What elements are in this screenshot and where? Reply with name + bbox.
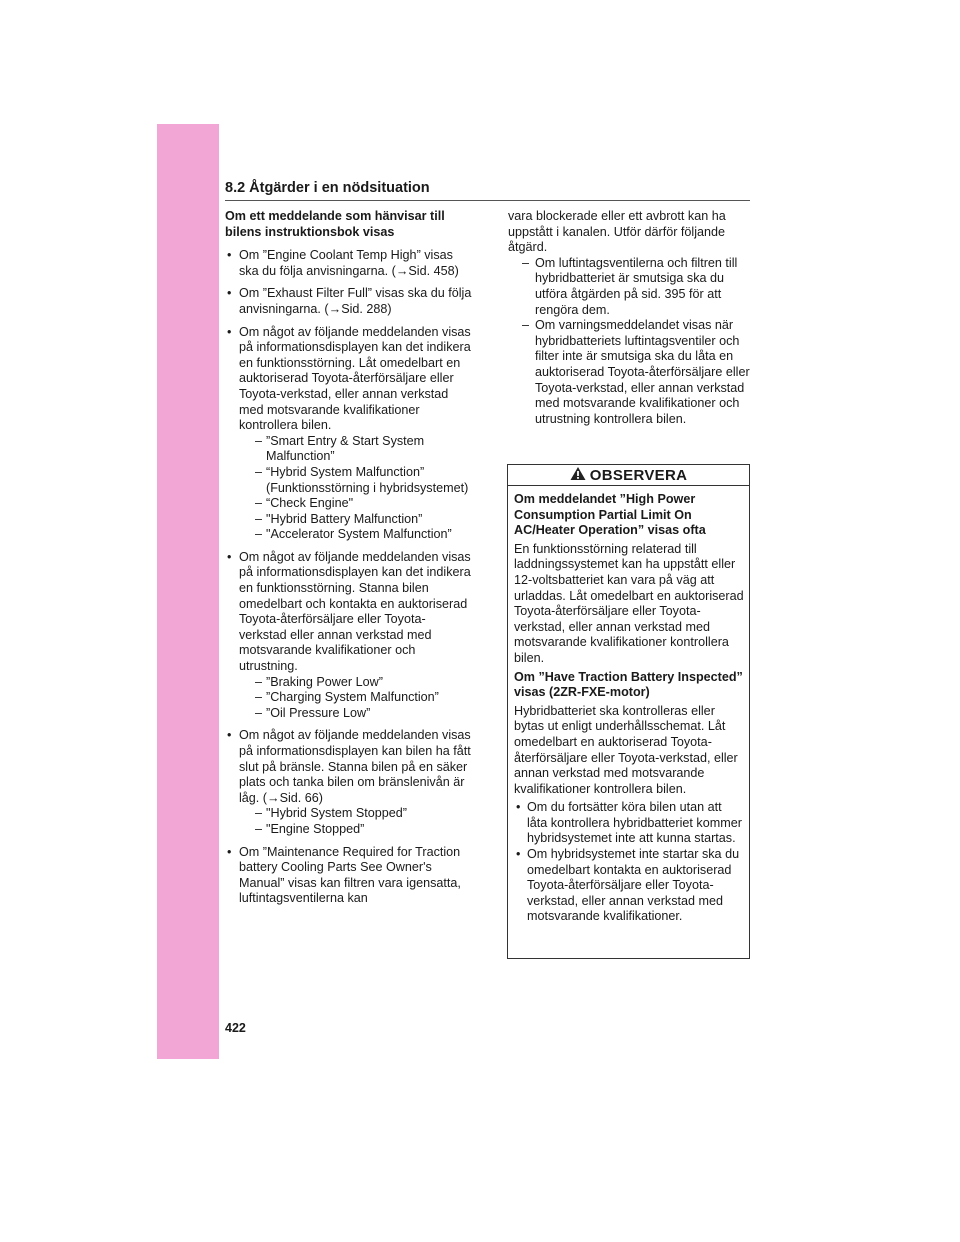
bullet-exhaust-filter: • Om ”Exhaust Filter Full” visas ska du följa anvisningarna. (→Sid. 288)	[225, 286, 473, 317]
notice-paragraph: En funktionsstörning relaterad till laddningssystemet kan ha uppstått eller 12-voltsbatteriet kan vara på väg att urladdas. Låt omedelbart en auktoriserad Toyota-återförsäljare eller Toyota-verkstad, eller annan verkstad med motsvarande kvalifikationer kontrollera bilen.	[514, 541, 744, 665]
list-item: – ”Charging System Malfunction”	[239, 690, 473, 706]
notice-box	[507, 464, 750, 959]
notice-bullet: • Om hybridsystemet inte startar ska du omedelbart kontakta en auktoriserad Toyota-återförsäljare eller Toyota-verkstad, eller annan verkstad med motsvarande kvalifikationer.	[514, 847, 745, 925]
bullet-fuel	[225, 728, 473, 837]
list-item: – ”Braking Power Low”	[239, 675, 473, 691]
left-column	[225, 209, 473, 914]
list-item: – "Hybrid Battery Malfunction”	[239, 512, 473, 528]
bullet-malfunction	[225, 325, 473, 543]
section-heading: Om ett meddelande som hänvisar till bilens instruktionsbok visas	[225, 209, 445, 239]
notice-heading: Om meddelandet ”High Power Consumption Partial Limit On AC/Heater Operation” visas ofta	[514, 492, 706, 538]
page-number: 422	[225, 1021, 246, 1035]
notice-body	[508, 486, 749, 925]
bullet-stop-vehicle	[225, 550, 473, 722]
bullet-text: • Om något av följande meddelanden visas på informationsdisplayen kan det indikera en funktionsstörning. Stanna bilen omedelbart och kontakta en auktoriserad Toyota-återförsäljare eller Toyota-verkstad eller annan verkstad med motsvarande kvalifikationer och utrustning.	[239, 549, 471, 674]
bullet-text: • Om något av följande meddelanden visas på informationsdisplayen kan bilen ha fått slut på bränsle. Stanna bilen på en säker plats och tanka bilen om bränslenivån är låg. (→Sid. 66)	[239, 728, 471, 805]
list-item: – “Check Engine"	[239, 496, 473, 512]
list-item: – ”Smart Entry & Start System Malfunction”	[239, 434, 473, 465]
section-color-tab	[157, 124, 219, 1059]
section-header: 8.2 Åtgärder i en nödsituation	[225, 178, 750, 201]
list-item: – "Accelerator System Malfunction”	[239, 527, 473, 543]
list-item: – Om varningsmeddelandet visas när hybridbatteriets luftintagsventiler och filter inte är smutsiga ska du låta en auktoriserad Toyota-återförsäljare eller Toyota-verkstad, eller annan verkstad med motsvarande kvalifikationer och utrustning kontrollera bilen.	[508, 318, 752, 427]
notice-bullet: • Om du fortsätter köra bilen utan att låta kontrollera hybridbatteriet kommer hybridsystemet inte att kunna startas.	[514, 800, 745, 847]
bullet-text: • Om något av följande meddelanden visas på informationsdisplayen kan det indikera en funktionsstörning. Låt omedelbart en auktoriserad Toyota-återförsäljare eller Toyota-verkstad, eller annan verkstad med motsvarande kvalifikationer kontrollera bilen.	[239, 324, 471, 433]
notice-title	[508, 465, 749, 486]
list-item: – “Hybrid System Malfunction” (Funktionsstörning i hybridsystemet)	[239, 465, 473, 496]
list-item: – Om luftintagsventilerna och filtren till hybridbatteriet är smutsiga ska du utföra åtgärden på sid. 395 för att rengöra dem.	[508, 256, 752, 318]
right-column	[508, 209, 752, 427]
list-item: – "Hybrid System Stopped”	[239, 806, 473, 822]
notice-heading: Om ”Have Traction Battery Inspected” visas (2ZR-FXE-motor)	[514, 669, 743, 700]
bullet-coolant: • Om ”Engine Coolant Temp High” visas ska du följa anvisningarna. (→Sid. 458)	[225, 248, 473, 279]
list-item: – ”Oil Pressure Low”	[239, 706, 473, 722]
list-item: – "Engine Stopped”	[239, 822, 473, 838]
notice-paragraph: Hybridbatteriet ska kontrolleras eller bytas ut enligt underhållsschemat. Låt omedelbart en auktoriserad Toyota-återförsäljare eller Toyota-verkstad, eller annan verkstad med motsvarande kvalifikationer kontrollera bilen.	[514, 703, 738, 796]
bullet-maintenance: • Om ”Maintenance Required for Traction battery Cooling Parts See Owner's Manual” visas kan filtren vara igensatta, luftintagsventilerna kan	[225, 845, 473, 907]
warning-icon	[570, 466, 586, 485]
continued-text: vara blockerade eller ett avbrott kan ha uppstått i kanalen. Utför därför följande åtgärd.	[508, 209, 726, 255]
notice-title-text: OBSERVERA	[589, 466, 688, 484]
